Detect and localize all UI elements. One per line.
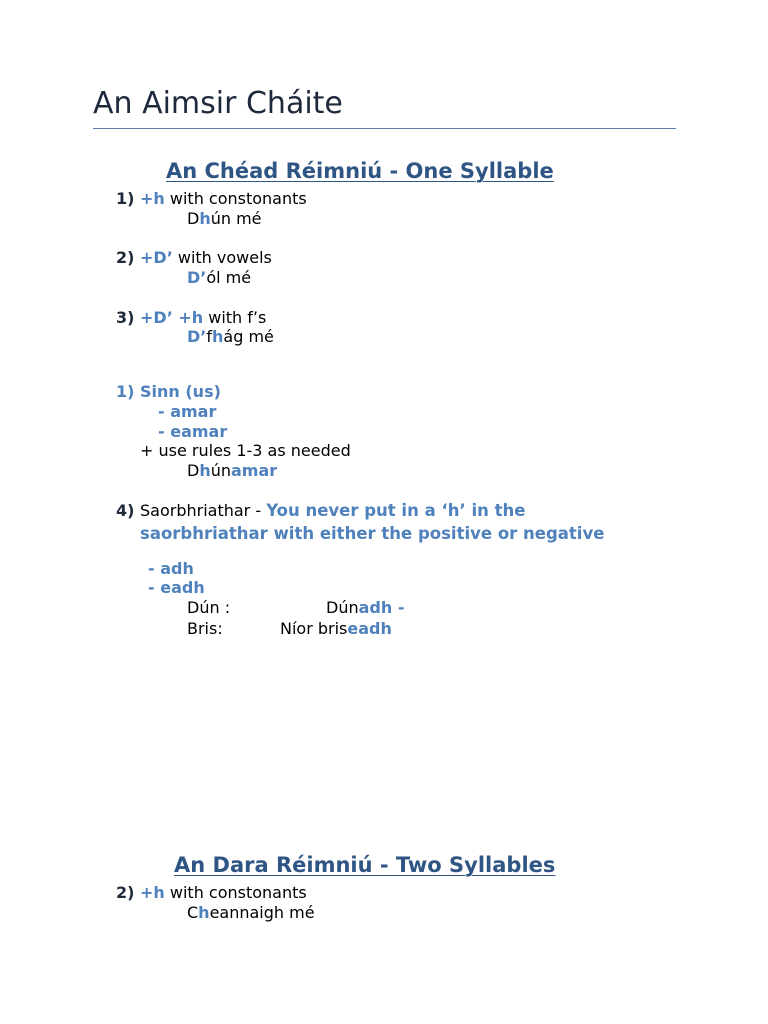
sinn-ending-amar: - amar: [158, 402, 217, 421]
rule1-example-a: D: [187, 209, 200, 228]
saor-example1-stem: Dún: [326, 598, 359, 617]
sinn-example-a: D: [187, 461, 200, 480]
saor-example2-form: [280, 619, 392, 638]
saor-ending-adh: - adh: [148, 559, 194, 578]
rule1-text: with constonants: [164, 189, 307, 208]
rule2-marker: +D’: [140, 248, 173, 267]
section1-heading: An Chéad Réimniú - One Syllable: [166, 159, 554, 183]
s2-example-c: eannaigh mé: [209, 903, 315, 922]
rule2-example-c: ól mé: [206, 268, 252, 287]
sinn-example-d: amar: [231, 461, 278, 480]
saor-example1-form: [326, 598, 404, 617]
rule3-line: [140, 308, 266, 327]
rule1-example-b: h: [199, 209, 211, 228]
rule1-example: [187, 209, 262, 228]
saor-example1-verb: Dún :: [187, 598, 231, 617]
saor-note-line2: saorbhriathar with either the positive or negative: [140, 524, 605, 543]
sinn-label: Sinn (us): [140, 382, 221, 401]
sinn-example: [187, 461, 277, 480]
rule3-example: [187, 327, 274, 346]
rule1-line: [140, 189, 307, 208]
rule2-text: with vowels: [172, 248, 272, 267]
rule3-example-c: f: [206, 327, 212, 346]
saor-example2-verb: Bris:: [187, 619, 223, 638]
s2-rule-line: [140, 883, 307, 902]
section2-heading: An Dara Réimniú - Two Syllables: [174, 853, 556, 877]
rule2-line: [140, 248, 272, 267]
sinn-ending-eamar: - eamar: [158, 422, 228, 441]
saor-example1-ending: adh -: [358, 598, 405, 617]
saor-example2-stem: Níor bris: [280, 619, 348, 638]
sinn-number: 1): [116, 382, 135, 401]
rule2-number: 2): [116, 248, 135, 267]
s2-rule-number: 2): [116, 883, 135, 902]
rule3-text: with f’s: [203, 308, 267, 327]
rule2-example-b: D’: [187, 268, 207, 287]
rule3-marker: +D’ +h: [140, 308, 204, 327]
title-divider: [93, 128, 676, 129]
saor-label: Saorbhriathar -: [140, 501, 267, 520]
rule3-number: 3): [116, 308, 135, 327]
rule1-example-c: ún mé: [210, 209, 262, 228]
s2-rule-marker: +h: [140, 883, 165, 902]
s2-example-b: h: [198, 903, 210, 922]
s2-example-a: C: [187, 903, 199, 922]
rule1-number: 1): [116, 189, 135, 208]
saor-example2-ending: eadh: [347, 619, 392, 638]
s2-rule-example: [187, 903, 315, 922]
rule1-marker: +h: [140, 189, 165, 208]
sinn-example-c: ún: [210, 461, 231, 480]
rule2-example: [187, 268, 251, 287]
saor-note-line1: You never put in a ‘h’ in the: [266, 501, 526, 520]
rule3-example-b: D’: [187, 327, 207, 346]
sinn-example-b: h: [199, 461, 211, 480]
page-title: An Aimsir Cháite: [93, 86, 343, 121]
s2-rule-text: with constonants: [164, 883, 307, 902]
saor-number: 4): [116, 501, 135, 520]
rule3-example-d: h: [212, 327, 224, 346]
sinn-note: + use rules 1-3 as needed: [140, 441, 351, 460]
saor-ending-eadh: - eadh: [148, 578, 205, 597]
rule3-example-e: ág mé: [223, 327, 274, 346]
saor-line1: [140, 501, 525, 520]
